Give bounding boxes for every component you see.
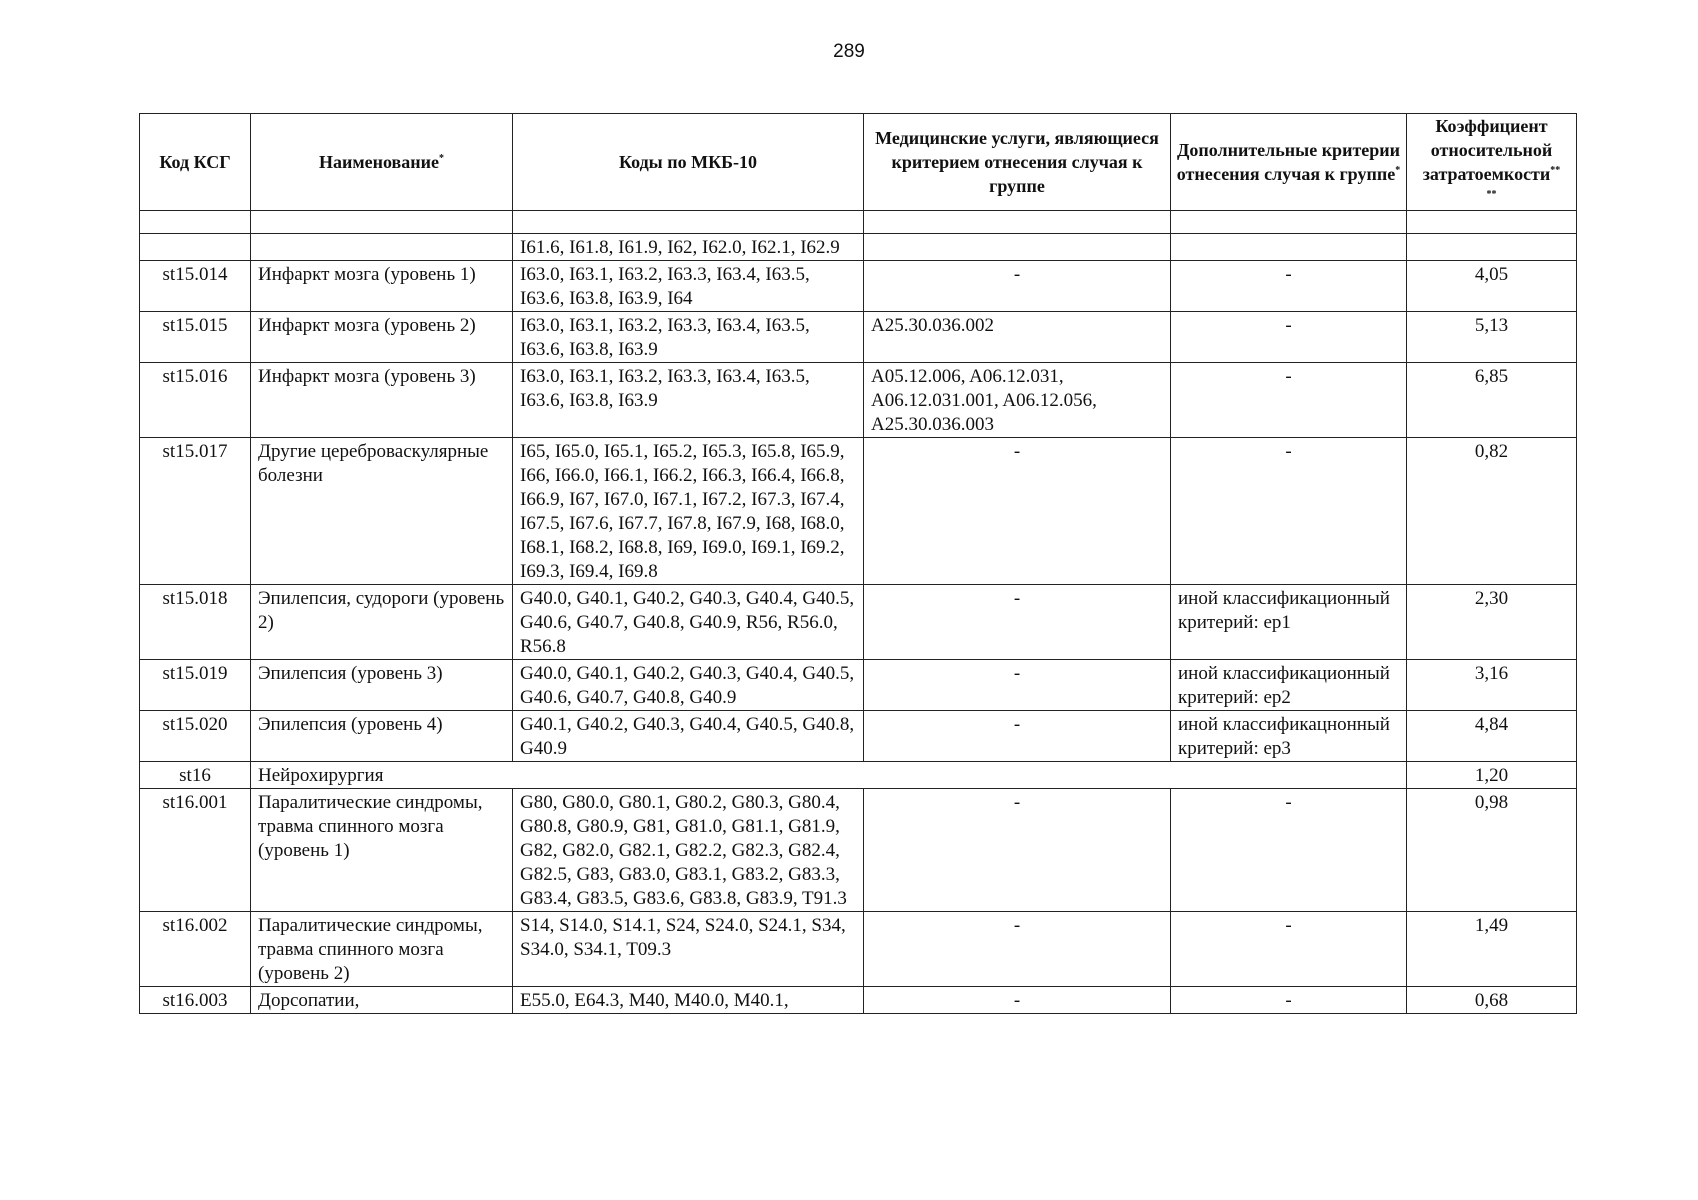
section-code: st16 <box>140 762 251 789</box>
cell-icd: G80, G80.0, G80.1, G80.2, G80.3, G80.4, G80.8, G80.9, G81, G81.0, G81.1, G81.9, G82, G82.0, G82.1, G82.2, G82.3, G82.4, G82.5, G83, G83.0, G83.1, G83.2, G83.3, G83.4, G83.5, G83.6, G83.8, G83.9, T91.3 <box>513 789 864 912</box>
table-header-row <box>140 114 1577 211</box>
cell-coef: 2,30 <box>1407 585 1577 660</box>
cell-name <box>251 234 513 261</box>
cell-criteria: - <box>1171 912 1407 987</box>
cell-coef: 3,16 <box>1407 660 1577 711</box>
section-name: Нейрохирургия <box>251 762 1407 789</box>
cell-criteria: - <box>1171 312 1407 363</box>
cell-icd: S14, S14.0, S14.1, S24, S24.0, S24.1, S34, S34.0, S34.1, T09.3 <box>513 912 864 987</box>
cell-services: - <box>864 789 1171 912</box>
header-coef: Коэффициент относительной затратоемкости** ** <box>1407 114 1577 211</box>
cell-services: - <box>864 711 1171 762</box>
cell-criteria: иной классификацнонный критерий: ep3 <box>1171 711 1407 762</box>
cell-name: Эпилепсия, судороги (уровень 2) <box>251 585 513 660</box>
cell-coef: 0,98 <box>1407 789 1577 912</box>
table-row <box>140 912 1577 987</box>
cell-coef: 4,05 <box>1407 261 1577 312</box>
cell-code: st15.016 <box>140 363 251 438</box>
table-row <box>140 789 1577 912</box>
cell-coef: 0,68 <box>1407 987 1577 1014</box>
cell-services: - <box>864 585 1171 660</box>
cell-icd: G40.0, G40.1, G40.2, G40.3, G40.4, G40.5, G40.6, G40.7, G40.8, G40.9 <box>513 660 864 711</box>
table-row <box>140 585 1577 660</box>
cell-code: st15.015 <box>140 312 251 363</box>
cell-code: st16.002 <box>140 912 251 987</box>
cell-name: Паралитические синдромы, травма спинного мозга (уровень 1) <box>251 789 513 912</box>
cell-criteria: - <box>1171 789 1407 912</box>
table-row <box>140 660 1577 711</box>
cell-name: Другие цереброваскулярные болезни <box>251 438 513 585</box>
header-icd: Коды по МКБ-10 <box>513 114 864 211</box>
cell-name: Паралитические синдромы, травма спинного мозга (уровень 2) <box>251 912 513 987</box>
cell-name: Эпилепсия (уровень 3) <box>251 660 513 711</box>
empty-cell <box>251 211 513 234</box>
cell-services: - <box>864 660 1171 711</box>
cell-services: - <box>864 912 1171 987</box>
cell-criteria: иной классификационный критерий: ep1 <box>1171 585 1407 660</box>
table-row <box>140 312 1577 363</box>
cell-icd: I61.6, I61.8, I61.9, I62, I62.0, I62.1, I62.9 <box>513 234 864 261</box>
ksg-table <box>139 113 1577 1014</box>
cell-coef: 1,49 <box>1407 912 1577 987</box>
table-row <box>140 234 1577 261</box>
cell-icd: E55.0, E64.3, M40, M40.0, M40.1, <box>513 987 864 1014</box>
empty-cell <box>1407 211 1577 234</box>
cell-criteria: - <box>1171 987 1407 1014</box>
cell-criteria <box>1171 234 1407 261</box>
cell-criteria: - <box>1171 363 1407 438</box>
cell-name: Инфаркт мозга (уровень 3) <box>251 363 513 438</box>
cell-code: st16.001 <box>140 789 251 912</box>
empty-cell <box>140 211 251 234</box>
empty-row <box>140 211 1577 234</box>
cell-services: A25.30.036.002 <box>864 312 1171 363</box>
cell-code <box>140 234 251 261</box>
cell-code: st15.017 <box>140 438 251 585</box>
cell-services: - <box>864 438 1171 585</box>
cell-criteria: иной классификационный критерий: ep2 <box>1171 660 1407 711</box>
cell-services <box>864 234 1171 261</box>
table-row <box>140 987 1577 1014</box>
cell-code: st15.019 <box>140 660 251 711</box>
cell-name: Дорсопатии, <box>251 987 513 1014</box>
cell-criteria: - <box>1171 438 1407 585</box>
cell-name: Эпилепсия (уровень 4) <box>251 711 513 762</box>
cell-icd: I63.0, I63.1, I63.2, I63.3, I63.4, I63.5, I63.6, I63.8, I63.9 <box>513 363 864 438</box>
header-name: Наименование* <box>251 114 513 211</box>
cell-code: st15.020 <box>140 711 251 762</box>
cell-code: st15.014 <box>140 261 251 312</box>
cell-services: - <box>864 261 1171 312</box>
table-row <box>140 261 1577 312</box>
cell-coef: 0,82 <box>1407 438 1577 585</box>
table-row <box>140 438 1577 585</box>
cell-code: st16.003 <box>140 987 251 1014</box>
cell-criteria: - <box>1171 261 1407 312</box>
cell-name: Инфаркт мозга (уровень 1) <box>251 261 513 312</box>
section-row <box>140 762 1577 789</box>
page-number: 289 <box>833 41 865 62</box>
table-row <box>140 363 1577 438</box>
cell-services: A05.12.006, A06.12.031, A06.12.031.001, A06.12.056, A25.30.036.003 <box>864 363 1171 438</box>
cell-icd: I63.0, I63.1, I63.2, I63.3, I63.4, I63.5, I63.6, I63.8, I63.9, I64 <box>513 261 864 312</box>
cell-coef <box>1407 234 1577 261</box>
table-row <box>140 711 1577 762</box>
cell-icd: G40.0, G40.1, G40.2, G40.3, G40.4, G40.5, G40.6, G40.7, G40.8, G40.9, R56, R56.0, R56.8 <box>513 585 864 660</box>
cell-icd: I63.0, I63.1, I63.2, I63.3, I63.4, I63.5, I63.6, I63.8, I63.9 <box>513 312 864 363</box>
cell-code: st15.018 <box>140 585 251 660</box>
header-services: Медицинские услуги, являющиеся критерием отнесения случая к группе <box>864 114 1171 211</box>
empty-cell <box>864 211 1171 234</box>
cell-icd: I65, I65.0, I65.1, I65.2, I65.3, I65.8, I65.9, I66, I66.0, I66.1, I66.2, I66.3, I66.4, I66.8, I66.9, I67, I67.0, I67.1, I67.2, I67.3, I67.4, I67.5, I67.6, I67.7, I67.8, I67.9, I68, I68.0, I68.1, I68.2, I68.8, I69, I69.0, I69.1, I69.2, I69.3, I69.4, I69.8 <box>513 438 864 585</box>
header-code: Код КСГ <box>140 114 251 211</box>
cell-services: - <box>864 987 1171 1014</box>
cell-coef: 5,13 <box>1407 312 1577 363</box>
section-coef: 1,20 <box>1407 762 1577 789</box>
header-criteria: Дополнительные критерии отнесения случая к группе* <box>1171 114 1407 211</box>
cell-icd: G40.1, G40.2, G40.3, G40.4, G40.5, G40.8, G40.9 <box>513 711 864 762</box>
empty-cell <box>513 211 864 234</box>
empty-cell <box>1171 211 1407 234</box>
cell-coef: 6,85 <box>1407 363 1577 438</box>
cell-name: Инфаркт мозга (уровень 2) <box>251 312 513 363</box>
cell-coef: 4,84 <box>1407 711 1577 762</box>
